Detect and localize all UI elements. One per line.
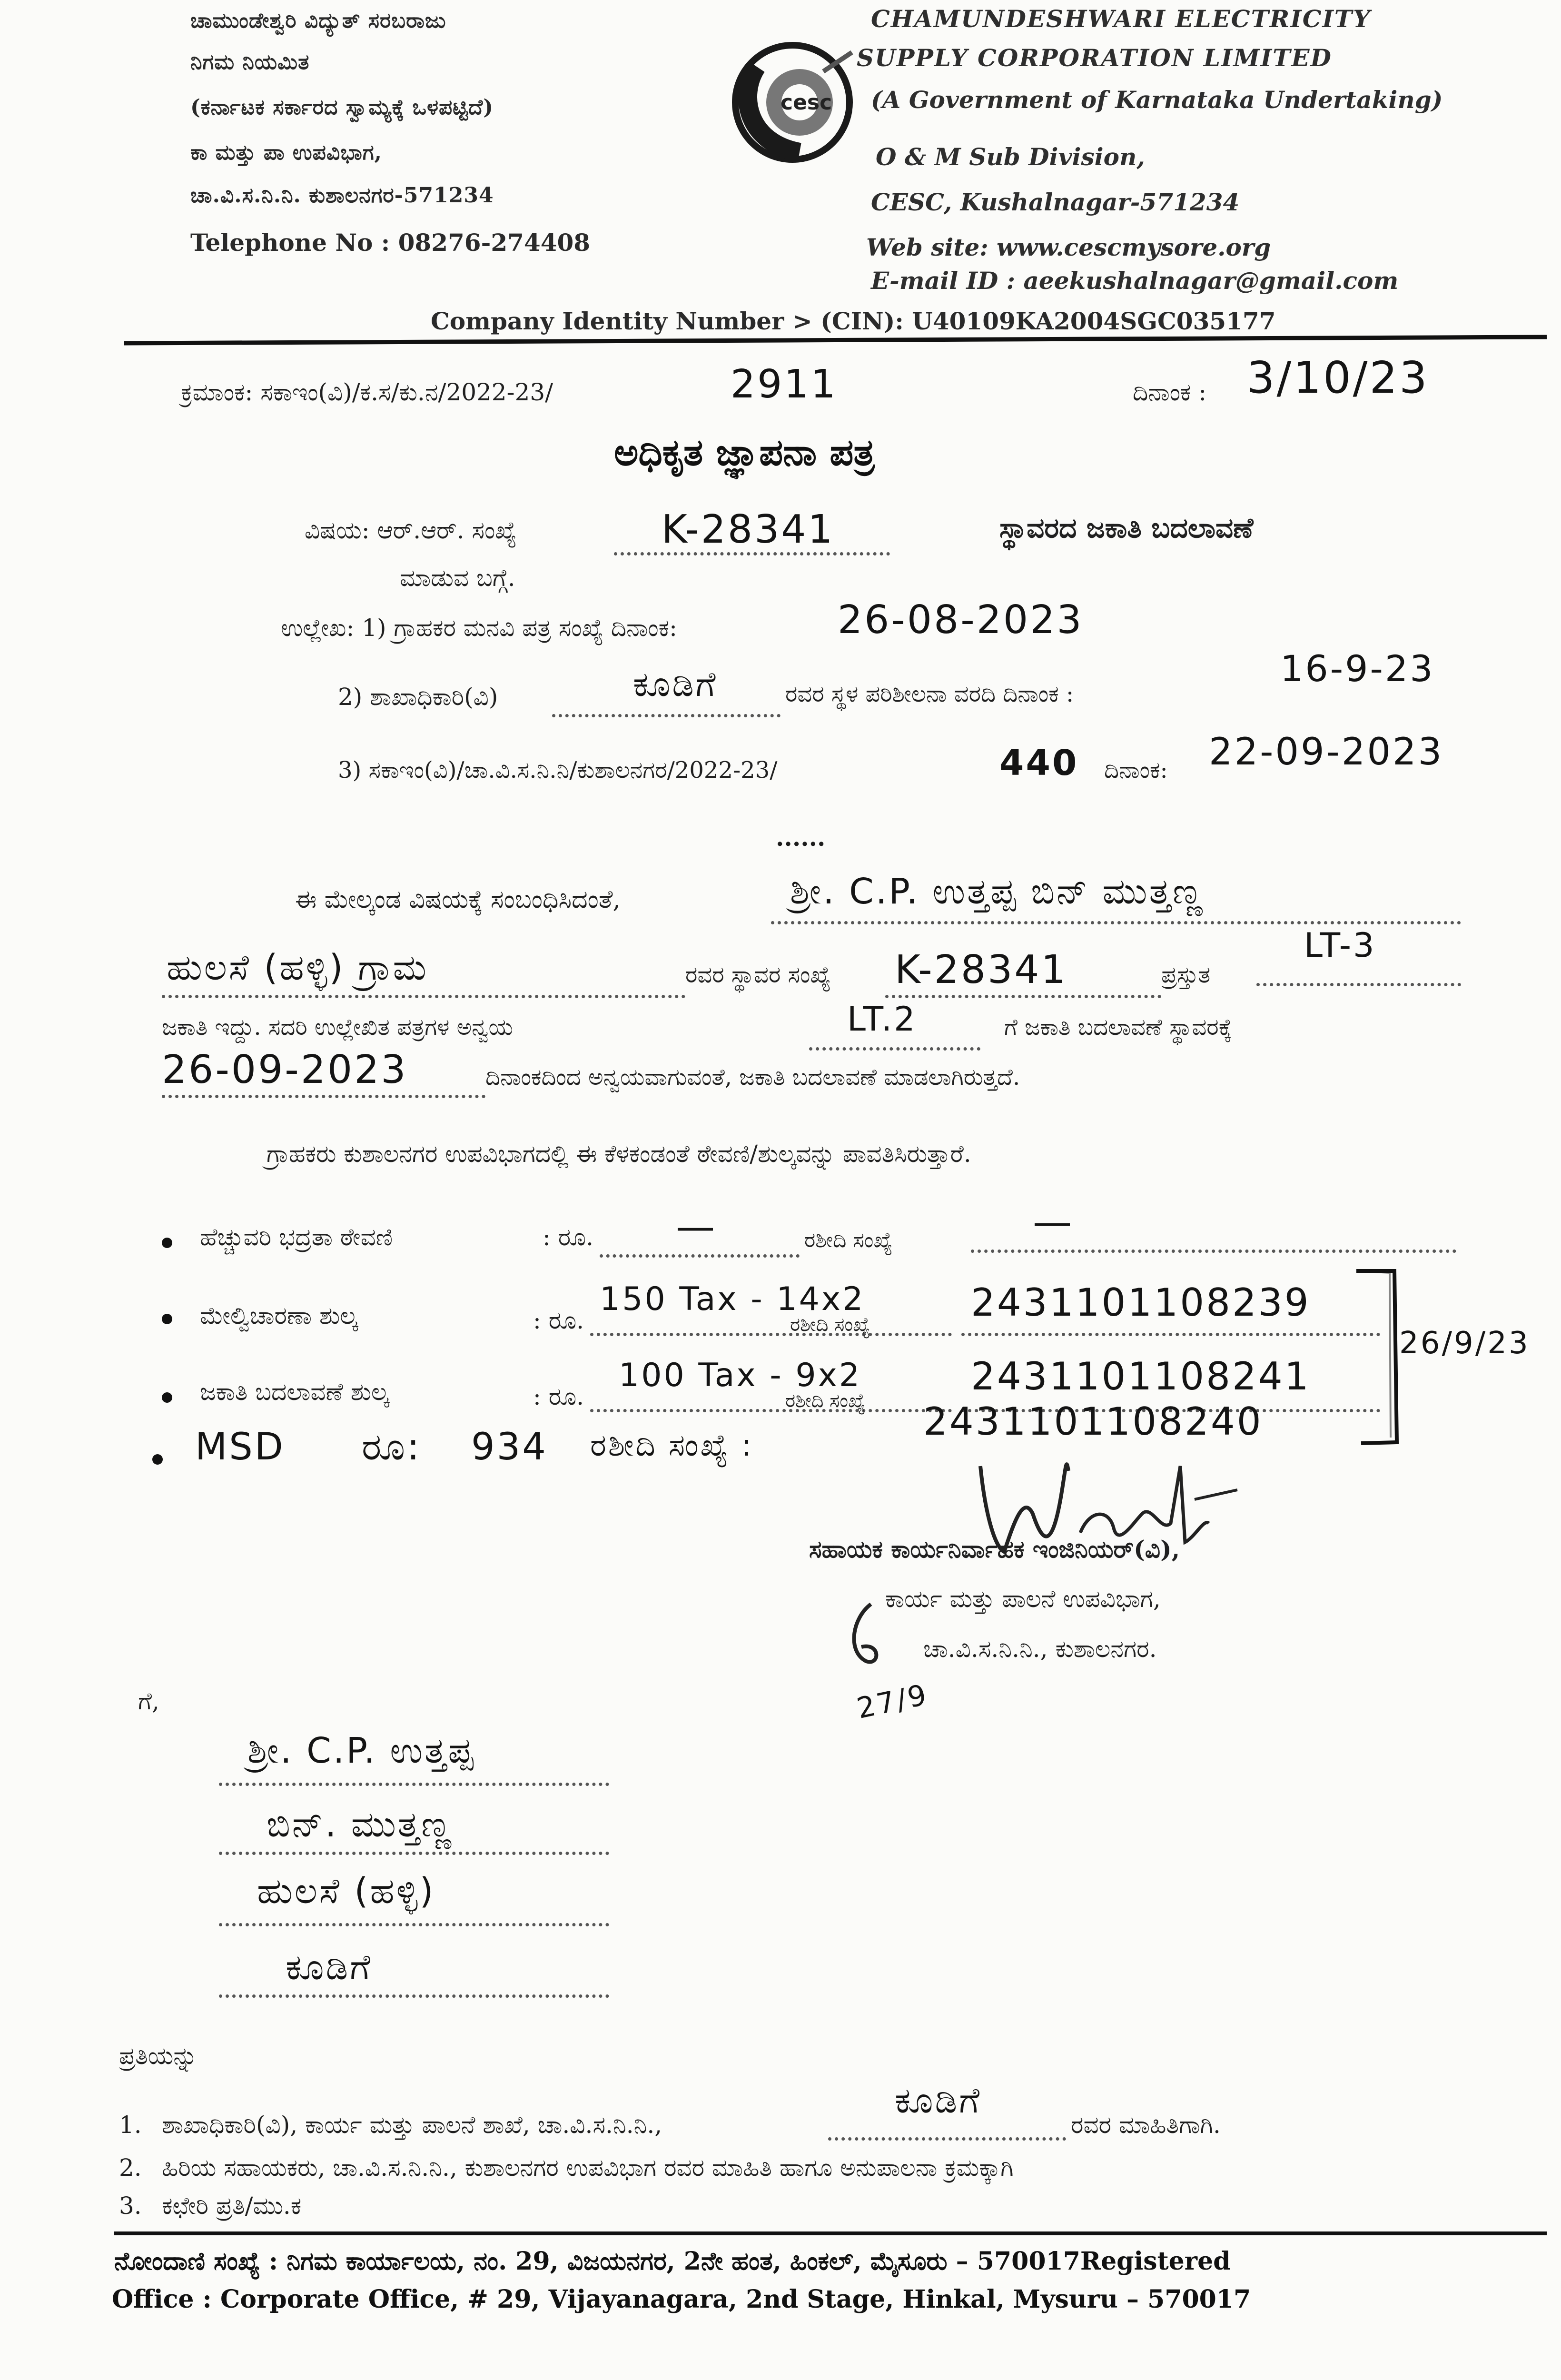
recipient-line: ಹುಲಸೆ (ಹಳ್ಳಿ) <box>257 1871 435 1912</box>
header-kn-line-3: (ಕರ್ನಾಟಕ ಸರ್ಕಾರದ ಸ್ವಾಮ್ಯಕ್ಕೆ ಒಳಪಟ್ಟಿದೆ) <box>190 95 494 119</box>
fee-label: ಜಕಾತಿ ಬದಲಾವಣೆ ಶುಲ್ಕ <box>200 1378 389 1406</box>
ref3-no: 440 <box>999 743 1079 783</box>
fee-label: MSD <box>195 1426 285 1468</box>
header-en-line-5: CESC, Kushalnagar-571234 <box>871 188 1240 216</box>
header-en-line-2: SUPPLY CORPORATION LIMITED <box>857 44 1332 72</box>
ref-number: 2911 <box>731 362 838 407</box>
fee-amount-dotline <box>600 1254 800 1258</box>
body-p1c-tail: ಗೆ ಜಕಾತಿ ಬದಲಾವಣೆ ಸ್ಥಾವರಕ್ಕೆ <box>1004 1014 1232 1041</box>
p1d-dotline <box>162 1095 485 1098</box>
date-label: ದಿನಾಂಕ : <box>1133 378 1207 406</box>
copy-dotline <box>828 2137 1066 2141</box>
fee-receipt-dotline <box>961 1333 1380 1336</box>
cesc-logo <box>728 38 871 167</box>
header-en-line-1: CHAMUNDESHWARI ELECTRICITY <box>871 5 1371 33</box>
copy-number: 2. <box>119 2154 142 2182</box>
ref1-date: 26-08-2023 <box>838 597 1084 643</box>
fee-rs-label: ರೂ: <box>362 1426 422 1468</box>
recipient-line: ಕೂಡಿಗೆ <box>286 1947 373 1988</box>
header-kn-line-5: ಚಾ.ವಿ.ಸ.ನಿ.ನಿ. ಕುಶಾಲನಗರ-571234 <box>190 183 494 208</box>
fee-receipt: 2431101108239 <box>971 1280 1311 1325</box>
fee-bullet <box>162 1238 172 1248</box>
body-p1c-tariff: LT.2 <box>847 1000 917 1039</box>
recipient-dotline <box>219 1852 609 1855</box>
header-en-line-3: (A Government of Karnataka Undertaking) <box>871 86 1443 114</box>
initial-date: 27/9 <box>854 1678 931 1726</box>
header-kn-line-2: ನಿಗಮ ನಿಯಮಿತ <box>190 50 310 74</box>
header-website: Web site: www.cescmysore.org <box>866 233 1271 261</box>
recipient-line: ಶ್ರೀ. C.P. ಉತ್ತಪ್ಪ <box>247 1730 475 1771</box>
footer-line-1: ನೋಂದಾಣಿ ಸಂಖ್ಯೆ : ನಿಗಮ ಕಾರ್ಯಾಲಯ, ನಂ. 29, ವಿಜಯನಗರ, 2ನೇ ಹಂತ, ಹಿಂಕಲ್, ಮೈಸೂರು – 570017Registered <box>114 2247 1231 2276</box>
recipient-dotline <box>219 1923 609 1926</box>
header-kn-line-1: ಚಾಮುಂಡೇಶ್ವರಿ ವಿದ್ಯುತ್ ಸರಬರಾಜು <box>190 9 446 33</box>
body-p1a: ಈ ಮೇಲ್ಕಂಡ ವಿಷಯಕ್ಕೆ ಸಂಬಂಧಿಸಿದಂತೆ, <box>295 885 621 914</box>
logo-text: cesc <box>780 90 832 115</box>
fee-receipt: 2431101108241 <box>971 1354 1311 1398</box>
body-p1b-mid2: ಪ್ರಸ್ತುತ <box>1161 962 1211 988</box>
ref2-dotline <box>552 714 780 717</box>
body-p1d-date: 26-09-2023 <box>162 1047 408 1092</box>
fee-bullet <box>162 1314 172 1324</box>
body-p1b-rr: K-28341 <box>895 947 1068 992</box>
header-kn-line-4: ಕಾ ಮತ್ತು ಪಾ ಉಪವಿಭಾಗ, <box>190 140 382 165</box>
fee-amount-dotline <box>590 1409 952 1412</box>
body-p1c: ಜಕಾತಿ ಇದ್ದು. ಸದರಿ ಉಲ್ಲೇಖಿತ ಪತ್ರಗಳ ಅನ್ವಯ <box>162 1014 513 1041</box>
ref3-date: 22-09-2023 <box>1209 731 1444 774</box>
body-p1b-mid: ರವರ ಸ್ಥಾವರ ಸಂಖ್ಯೆ <box>685 962 831 988</box>
copy-text: ಶಾಖಾಧಿಕಾರಿ(ವಿ), ಕಾರ್ಯ ಮತ್ತು ಪಾಲನೆ ಶಾಖೆ, ಚಾ.ವಿ.ಸ.ನಿ.ನಿ., <box>162 2111 662 2139</box>
signature-org: ಚಾ.ವಿ.ಸ.ನಿ.ನಿ., ಕುಶಾಲನಗರ. <box>923 1635 1157 1663</box>
letter-date: 3/10/23 <box>1247 352 1429 403</box>
header-telephone: Telephone No : 08276-274408 <box>190 228 591 257</box>
recipient-dotline <box>219 1994 609 1998</box>
fee-bullet <box>162 1392 172 1403</box>
subject-tail: ಸ್ಥಾವರದ ಜಕಾತಿ ಬದಲಾವಣೆ <box>999 512 1254 544</box>
fee-receipt: — <box>1033 1200 1074 1245</box>
p1a-dotline <box>771 921 1461 924</box>
fee-receipt-label: ರಶೀದಿ ಸಂಖ್ಯೆ <box>804 1228 893 1252</box>
fee-amount-dotline <box>590 1333 952 1336</box>
ref1-label: ಉಲ್ಲೇಖ: 1) ಗ್ರಾಹಕರ ಮನವಿ ಪತ್ರ ಸಂಖ್ಯೆ ದಿನಾಂಕ: <box>281 614 677 642</box>
signature-office: ಕಾರ್ಯ ಮತ್ತು ಪಾಲನೆ ಉಪವಿಭಾಗ, <box>885 1585 1161 1613</box>
body-p1b-village: ಹುಲಸೆ (ಹಳ್ಳಿ) ಗ್ರಾಮ <box>167 947 428 988</box>
bracket-note: 26/9/23 <box>1399 1326 1530 1361</box>
copy-hand: ಕೂಡಿಗೆ <box>895 2080 982 2121</box>
ref-label: ಕ್ರಮಾಂಕ: ಸಕಾಇಂ(ವಿ)/ಕ.ಸ/ಕು.ನ/2022-23/ <box>181 378 553 406</box>
ref2-place: ಕೂಡಿಗೆ <box>633 664 718 704</box>
svg-text:Wnath: Wnath <box>976 1572 992 1577</box>
fee-rs-label: : ರೂ. <box>533 1307 584 1334</box>
header-email: E-mail ID : aeekushalnagar@gmail.com <box>871 267 1399 295</box>
copy-text: ಹಿರಿಯ ಸಹಾಯಕರು, ಚಾ.ವಿ.ಸ.ನಿ.ನಿ., ಕುಶಾಲನಗರ ಉಪವಿಭಾಗ ರವರ ಮಾಹಿತಿ ಹಾಗೂ ಅನುಪಾಲನಾ ಕ್ರಮಕ್ಕಾಗಿ <box>162 2154 1014 2182</box>
p1b-rr-dotline <box>885 995 1161 998</box>
signature-designation: ಸಹಾಯಕ ಕಾರ್ಯನಿರ್ವಾಹಕ ಇಂಜಿನಿಯರ್(ವಿ), <box>809 1535 1180 1563</box>
fee-amount: — <box>676 1204 717 1250</box>
fee-receipt-dotline <box>971 1250 1456 1253</box>
ref3-date-label: ದಿನಾಂಕ: <box>1104 757 1168 783</box>
body-p2: ಗ್ರಾಹಕರು ಕುಶಾಲನಗರ ಉಪವಿಭಾಗದಲ್ಲಿ ಈ ಕೆಳಕಂಡಂತೆ ಠೇವಣಿ/ಶುಲ್ಕವನ್ನು ಪಾವತಿಸಿರುತ್ತಾರೆ. <box>267 1140 971 1168</box>
p1b-tariff-dotline <box>1256 983 1461 986</box>
body-p1a-name: ಶ್ರೀ. C.P. ಉತ್ತಪ್ಪ ಬಿನ್ ಮುತ್ತಣ್ಣ <box>790 871 1205 912</box>
recipient-dotline <box>219 1783 609 1786</box>
fee-rs-label: : ರೂ. <box>543 1223 593 1251</box>
ref2-label: 2) ಶಾಖಾಧಿಕಾರಿ(ವಿ) <box>338 683 498 711</box>
ref2-tail: ರವರ ಸ್ಥಳ ಪರಿಶೀಲನಾ ವರದಿ ದಿನಾಂಕ : <box>785 681 1074 707</box>
rr-dotline <box>614 552 890 555</box>
fee-amount: 150 Tax - 14x2 <box>600 1280 865 1318</box>
copies-label: ಪ್ರತಿಯನ್ನು <box>119 2042 198 2070</box>
to-label: ಗೆ, <box>138 1687 159 1715</box>
fee-receipt: 2431101108240 <box>923 1399 1263 1444</box>
copy-text: ಕಛೇರಿ ಪ್ರತಿ/ಮು.ಕ <box>162 2192 302 2220</box>
ref2-date: 16-9-23 <box>1280 647 1435 690</box>
header-rule <box>124 335 1547 345</box>
header-cin: Company Identity Number > (CIN): U40109KA2004SGC035177 <box>431 307 1276 335</box>
subject-separator: ...... <box>776 823 826 852</box>
recipient-line: ಬಿನ್. ಮುತ್ತಣ್ಣ <box>267 1804 454 1845</box>
document-title: ಅಧಿಕೃತ ಜ್ಞಾಪನಾ ಪತ್ರ <box>614 431 875 474</box>
footer-line-2: Office : Corporate Office, # 29, Vijayanagara, 2nd Stage, Hinkal, Mysuru – 570017 <box>112 2285 1251 2314</box>
fee-rs-label: : ರೂ. <box>533 1383 584 1410</box>
fee-label: ಮೇಲ್ವಿಚಾರಣಾ ಶುಲ್ಕ <box>200 1302 358 1329</box>
copy-tail: ರವರ ಮಾಹಿತಿಗಾಗಿ. <box>1071 2111 1221 2139</box>
fee-receipt-label: ರಶೀದಿ ಸಂಖ್ಯೆ <box>790 1314 870 1336</box>
fee-receipt-label: ರಶೀದಿ ಸಂಖ್ಯೆ <box>785 1390 866 1412</box>
footer-rule <box>114 2231 1547 2235</box>
header-en-line-4: O & M Sub Division, <box>876 143 1145 171</box>
fee-amount: 100 Tax - 9x2 <box>619 1357 862 1394</box>
fee-amount: 934 <box>471 1426 548 1468</box>
p1b-dotline <box>162 995 685 998</box>
p1c-dotline <box>809 1047 980 1051</box>
body-p1d-tail: ದಿನಾಂಕದಿಂದ ಅನ್ವಯವಾಗುವಂತೆ, ಜಕಾತಿ ಬದಲಾವಣೆ ಮಾಡಲಾಗಿರುತ್ತದೆ. <box>485 1064 1020 1091</box>
subject-rr-no: K-28341 <box>662 507 835 552</box>
fee-receipt-label: ರಶೀದಿ ಸಂಖ್ಯೆ : <box>590 1428 754 1463</box>
copy-number: 1. <box>119 2111 142 2139</box>
ref3-label: 3) ಸಕಾಇಂ(ವಿ)/ಚಾ.ವಿ.ಸ.ನಿ.ನಿ/ಕುಶಾಲನಗರ/2022-23/ <box>338 757 778 783</box>
copy-number: 3. <box>119 2192 142 2220</box>
body-p1b-tariff: LT-3 <box>1304 926 1376 965</box>
subject-line-2: ಮಾಡುವ ಬಗ್ಗೆ. <box>400 564 515 592</box>
fee-bullet <box>152 1454 163 1465</box>
subject-label: ವಿಷಯ: ಆರ್.ಆರ್. ಸಂಖ್ಯೆ <box>305 516 517 544</box>
fee-label: ಹೆಚ್ಚುವರಿ ಭದ್ರತಾ ಠೇವಣಿ <box>200 1223 393 1251</box>
